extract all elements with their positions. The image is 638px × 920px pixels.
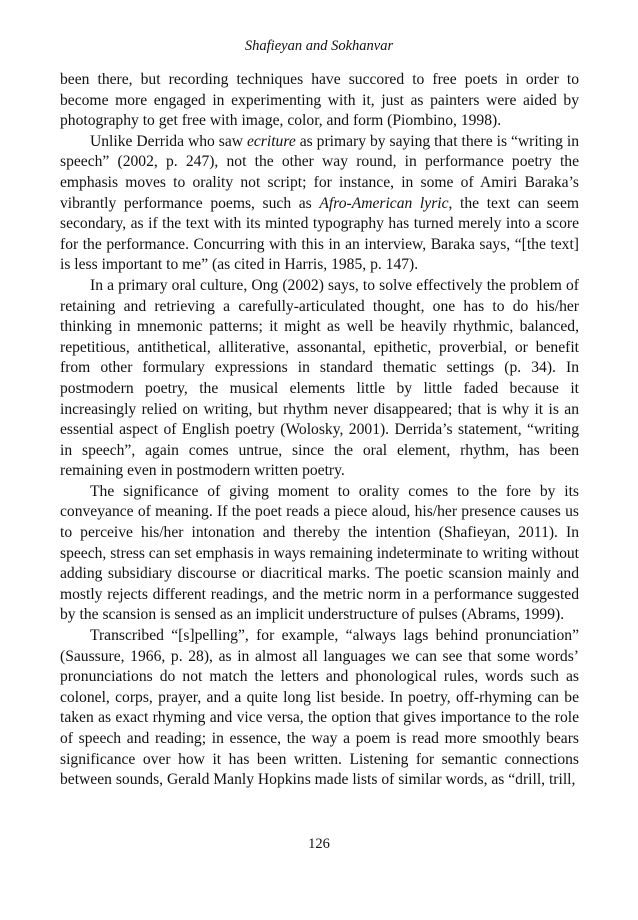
paragraph-text: , the text can seem secondary, as if the text with its minted typography has turned merely into a score for the performance. Concurring with this in an interview, Baraka says, “[the text] is less important to me” (as cited in Harris, 1985, p. 147). <box>60 194 579 274</box>
italic-text: Afro-American lyric <box>319 194 449 212</box>
paragraph <box>60 626 579 791</box>
body-text <box>60 70 579 791</box>
italic-text: ecriture <box>246 132 296 150</box>
paragraph-text: as primary by saying that there is “writing in speech” (2002, p. 247), not the other way round, in performance poetry the emphasis moves to orality not script; for instance, in some of Amiri Baraka’s vibrantly performance poems, such as <box>60 132 579 212</box>
paragraph <box>60 132 579 276</box>
paragraph-text: In a primary oral culture, Ong (2002) says, to solve effectively the problem of retaining and retrieving a carefully-articulated thought, one has to do his/her thinking in mnemonic patterns; it might as well be heavily rhythmic, balanced, repetitious, antithetical, alliterative, assonantal, epithetic, proverbial, or benefit from other formulary expressions in standard thematic settings (p. 34). In postmodern poetry, the musical elements little by little faded because it increasingly relied on writing, but rhythm never disappeared; that is why it is an essential aspect of English poetry (Wolosky, 2001). Derrida’s statement, “writing in speech”, again comes untrue, since the oral element, rhythm, has been remaining even in postmodern written poetry. <box>60 276 579 480</box>
page-number: 126 <box>308 836 330 852</box>
paragraph-text: been there, but recording techniques have succored to free poets in order to become more engaged in experimenting with it, just as painters were aided by photography to get free with image, color, and form (Piombino, 1998). <box>60 71 579 130</box>
paragraph <box>60 70 579 132</box>
running-head: Shafieyan and Sokhanvar <box>244 38 394 54</box>
paragraph <box>60 276 579 482</box>
paragraph-text: Unlike Derrida who saw <box>90 132 247 150</box>
paragraph-text: The significance of giving moment to orality comes to the fore by its conveyance of meaning. If the poet reads a piece aloud, his/her presence causes us to perceive his/her intonation and thereby the intention (Shafieyan, 2011). In speech, stress can set emphasis in ways remaining indeterminate to writing without adding subsidiary discourse or diacritical marks. The poetic scansion mainly and mostly rejects different readings, and the metric norm in a performance suggested by the scansion is sensed as an implicit understructure of pulses (Abrams, 1999). <box>60 482 579 624</box>
paragraph <box>60 482 579 626</box>
paragraph-text: Transcribed “[s]pelling”, for example, “always lags behind pronunciation” (Saussure, 1966, p. 28), as in almost all languages we can see that some words’ pronunciations do not match the letters and phonological rules, words such as colonel, corps, prayer, and a quite long list beside. In poetry, off-rhyming can be taken as exact rhyming and vice versa, the option that gives importance to the role of speech and reading; in essence, the way a poem is read more smoothly bears significance over how it has been written. Listening for semantic connections between sounds, Gerald Manly Hopkins made lists of similar words, as “drill, trill, <box>60 627 579 789</box>
